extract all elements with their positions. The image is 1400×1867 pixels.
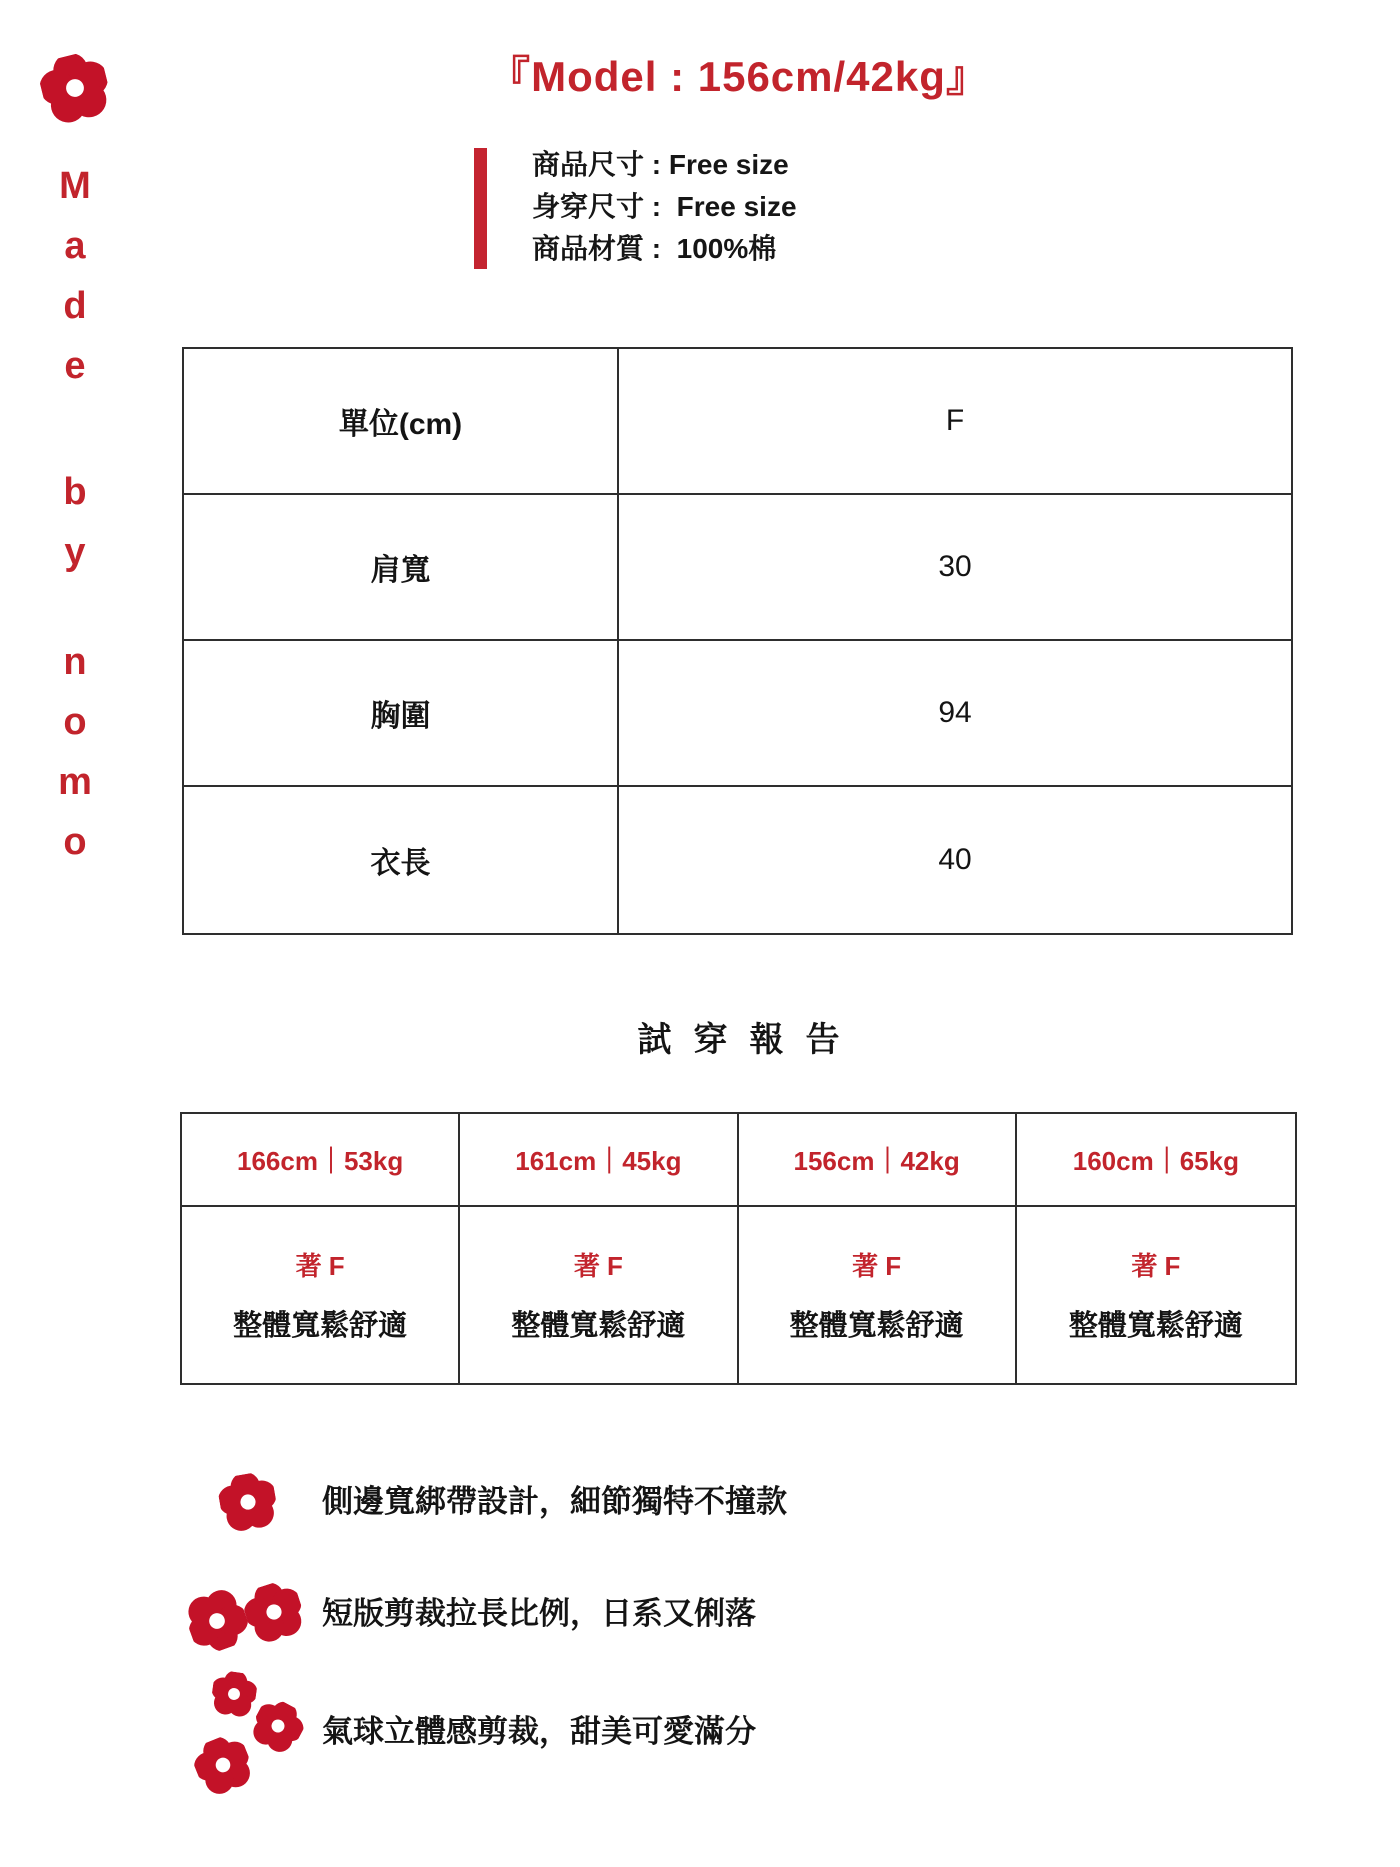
size-table-row-label: 肩寬	[184, 495, 619, 641]
wears-size-label: 著 F	[295, 1251, 345, 1281]
size-table-row-value: 30	[619, 495, 1291, 641]
fit-report-table	[180, 1112, 1297, 1385]
fit-report-cell	[182, 1207, 460, 1383]
fit-comment: 整體寬鬆舒適	[233, 1310, 408, 1342]
brand-letter: d	[63, 284, 87, 327]
fit-report-model: 160cm｜65kg	[1017, 1114, 1295, 1207]
brand-letter: M	[59, 164, 91, 207]
feature-text: 短版剪裁拉長比例，日系又俐落	[322, 1596, 756, 1631]
flower-cluster-icon	[209, 1669, 259, 1719]
fit-comment: 整體寬鬆舒適	[789, 1310, 964, 1342]
size-table-header-unit: 單位(cm)	[184, 349, 619, 495]
flower-cluster-icon	[246, 1694, 311, 1759]
fit-report-cell	[1017, 1207, 1295, 1383]
fit-report-cell	[460, 1207, 738, 1383]
brand-letter: y	[64, 530, 86, 573]
brand-letter: o	[63, 700, 87, 743]
brand-letter: o	[63, 820, 87, 863]
size-table	[182, 347, 1293, 935]
feature-text: 氣球立體感剪裁，甜美可愛滿分	[322, 1714, 756, 1749]
fit-report-model: 161cm｜45kg	[460, 1114, 738, 1207]
wearing-size-line: 身穿尺寸 : Free size	[532, 191, 797, 222]
wears-size-label: 著 F	[573, 1251, 623, 1281]
product-info	[532, 144, 797, 270]
flower-icon	[216, 1470, 281, 1535]
wears-size-label: 著 F	[1131, 1251, 1181, 1281]
accent-bar	[474, 148, 487, 269]
size-table-header-size: F	[619, 349, 1291, 495]
flower-cluster-icon	[188, 1730, 258, 1800]
brand-letter: e	[64, 344, 86, 387]
brand-letter: n	[63, 640, 87, 683]
product-size-line: 商品尺寸 : Free size	[532, 149, 789, 180]
fit-comment: 整體寬鬆舒適	[511, 1310, 686, 1342]
product-material-line: 商品材質 : 100%棉	[532, 233, 777, 264]
fit-report-model: 166cm｜53kg	[182, 1114, 460, 1207]
brand-letter: b	[63, 470, 87, 513]
wears-size-label: 著 F	[852, 1251, 902, 1281]
brand-vertical-text	[40, 156, 110, 872]
fit-report-model: 156cm｜42kg	[739, 1114, 1017, 1207]
size-table-row-value: 94	[619, 641, 1291, 787]
fit-report-cell	[739, 1207, 1017, 1383]
feature-text: 側邊寬綁帶設計，細節獨特不撞款	[322, 1484, 787, 1519]
size-table-row-value: 40	[938, 843, 972, 876]
size-table-row-label: 胸圍	[184, 641, 619, 787]
brand-letter: a	[64, 224, 86, 267]
brand-letter: m	[58, 760, 92, 803]
flower-icon	[35, 48, 115, 128]
page-title: 『Model : 156cm/42kg』	[488, 53, 989, 100]
fit-comment: 整體寬鬆舒適	[1068, 1310, 1243, 1342]
size-table-row-label: 衣長	[184, 787, 619, 933]
fit-report-title: 試穿報告	[637, 1021, 862, 1059]
